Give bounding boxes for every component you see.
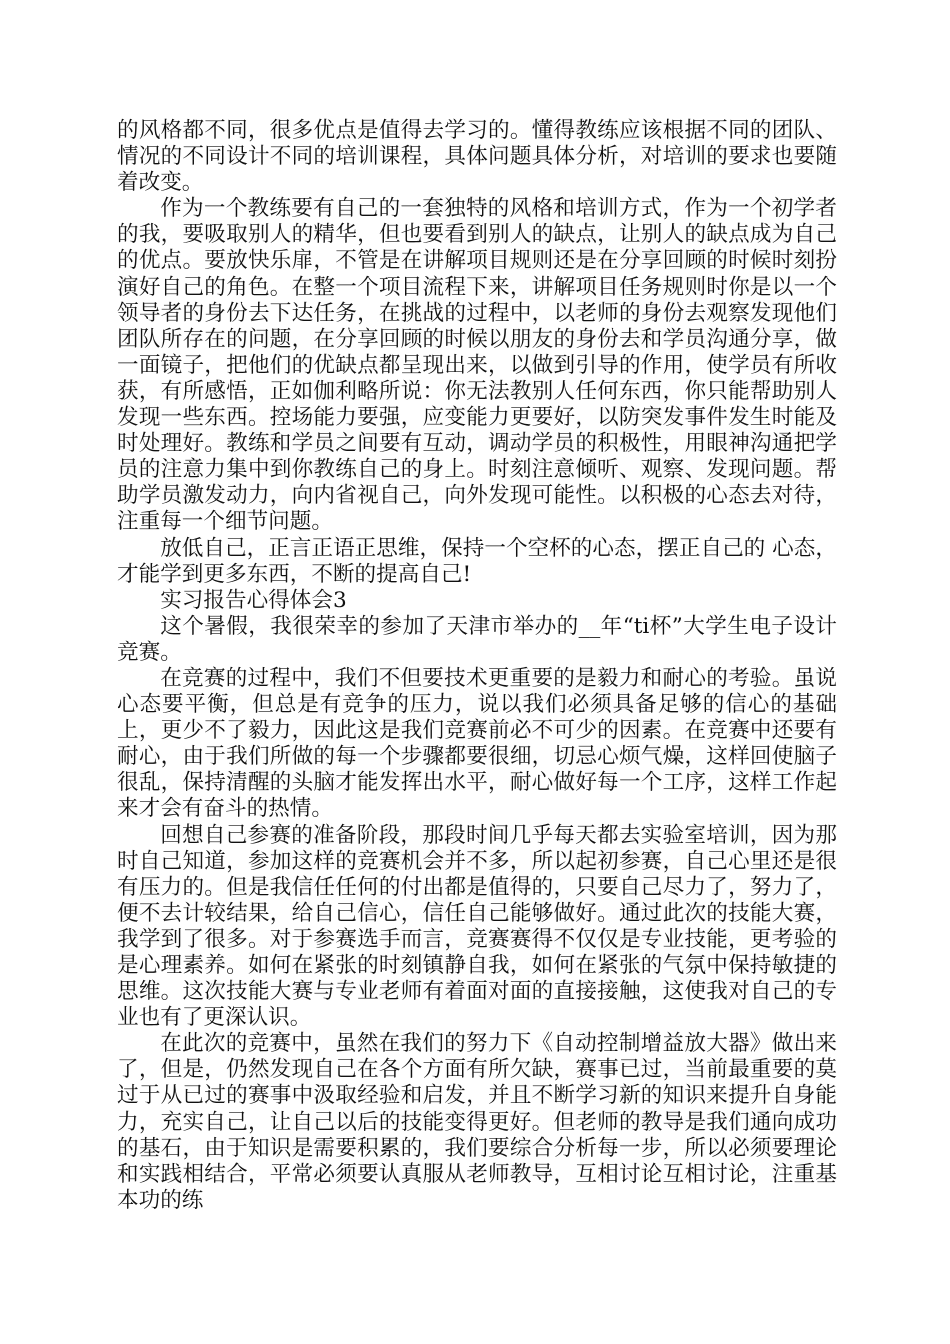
paragraph-summer-contest: 这个暑假，我很荣幸的参加了天津市举办的__年“ti杯”大学生电子设计竞赛。 [117, 613, 837, 665]
paragraph-coach-style: 作为一个教练要有自己的一套独特的风格和培训方式，作为一个初学者的我，要吸取别人的精华，但也要看到别人的缺点，让别人的缺点成为自己的优点。要放快乐扉，不管是在讲解项目规则还是在分享回顾的时候时刻扮演好自己的角色。在整一个项目流程下来，讲解项目任务规则时你是以一个领导者的身份去下达任务，在挑战的过程中，以老师的身份去观察发现他们团队所存在的问题，在分享回顾的时候以朋友的身份去和学员沟通分享，做一面镜子，把他们的优缺点都呈现出来，以做到引导的作用，使学员有所收获，有所感悟，正如伽利略所说：你无法教别人任何东西，你只能帮助别人发现一些东西。控场能力要强，应变能力更要好，以防突发事件发生时能及时处理好。教练和学员之间要有互动，调动学员的积极性，用眼神沟通把学员的注意力集中到你教练自己的身上。时刻注意倾听、观察、发现问题。帮助学员激发动力，向内省视自己，向外发现可能性。以积极的心态去对待，注重每一个细节问题。 [117, 196, 837, 535]
paragraph-empty-cup: 放低自己，正言正语正思维，保持一个空杯的心态，摆正自己的 心态，才能学到更多东西，不断的提高自己! [117, 535, 837, 587]
section-heading: 实习报告心得体会3 [160, 587, 347, 613]
document-page [117, 118, 837, 1214]
paragraph-continuation: 的风格都不同，很多优点是值得去学习的。懂得教练应该根据不同的团队、情况的不同设计不同的培训课程，具体问题具体分析，对培训的要求也要随着改变。 [117, 118, 837, 196]
paragraph-reflection: 在此次的竞赛中，虽然在我们的努力下《自动控制增益放大器》做出来了，但是，仍然发现自己在各个方面有所欠缺，赛事已过，当前最重要的莫过于从已过的赛事中汲取经验和启发，并且不断学习新的知识来提升自身能力，充实自己，让自己以后的技能变得更好。但老师的教导是我们通向成功的基石，由于知识是需要积累的，我们要综合分析每一步，所以必须要理论和实践相结合，平常必须要认真服从老师教导，互相讨论互相讨论，注重基本功的练 [117, 1031, 837, 1213]
paragraph-perseverance: 在竞赛的过程中，我们不但要技术更重要的是毅力和耐心的考验。虽说心态要平衡，但总是有竞争的压力，说以我们必须具备足够的信心的基础上，更少不了毅力，因此这是我们竞赛前必不可少的因素。在竞赛中还要有耐心，由于我们所做的每一个步骤都要很细，切忌心烦气燥，这样回使脑子很乱，保持清醒的头脑才能发挥出水平，耐心做好每一个工序，这样工作起来才会有奋斗的热情。 [117, 665, 837, 822]
paragraph-preparation: 回想自己参赛的准备阶段，那段时间几乎每天都去实验室培训，因为那时自己知道，参加这样的竞赛机会并不多，所以起初参赛，自己心里还是很有压力的。但是我信任任何的付出都是值得的，只要自己尽力了，努力了，便不去计较结果，给自己信心，信任自己能够做好。通过此次的技能大赛，我学到了很多。对于参赛选手而言，竞赛赛得不仅仅是专业技能，更考验的是心理素养。如何在紧张的时刻镇静自我，如何在紧张的气氛中保持敏捷的思维。这次技能大赛与专业老师有着面对面的直接接触，这使我对自己的专业也有了更深认识。 [117, 822, 837, 1031]
